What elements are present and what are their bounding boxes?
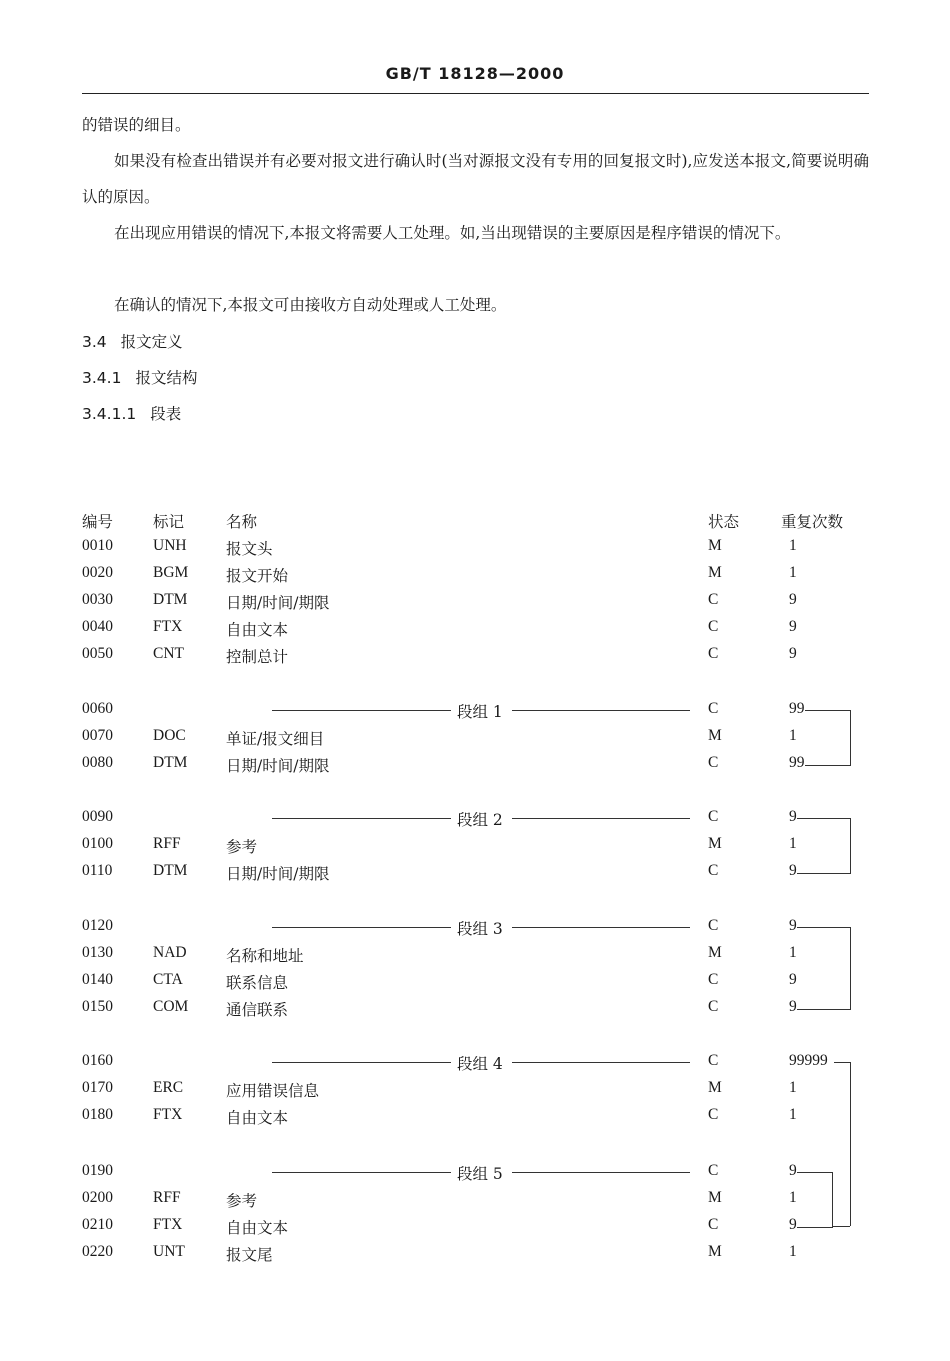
segment-name: 参考 [226,838,258,856]
repeat-count: 1 [789,1106,797,1123]
segment-name: 联系信息 [226,974,289,992]
segment-tag: ERC [153,1079,184,1096]
segment-status: M [708,944,722,961]
segment-group-label: 段组 3 [457,920,503,938]
group-rule-left [272,710,451,711]
segment-status: M [708,1189,722,1206]
segment-status: M [708,564,722,581]
row-number: 0150 [82,998,113,1015]
segment-name: 报文头 [226,540,273,558]
segment-status: M [708,537,722,554]
paragraph: 如果没有检查出错误并有必要对报文进行确认时(当对源报文没有专用的回复报文时),应发送本报文,简要说明确认的原因。 [82,152,869,206]
group-rule-right [512,818,690,819]
column-header-status: 状态 [708,513,740,531]
repeat-count: 99 [789,754,805,771]
repeat-count: 1 [789,835,797,852]
column-header-tag: 标记 [153,514,185,531]
repeat-count: 9 [789,808,797,825]
repeat-count: 9 [789,917,797,934]
segment-tag: CNT [153,645,184,662]
segment-status: C [708,1162,719,1179]
group-rule-right [512,710,690,711]
repeat-count: 9 [789,618,797,635]
segment-name: 自由文本 [226,1219,289,1237]
group-rule-left [272,1172,451,1173]
paragraph: 在出现应用错误的情况下,本报文将需要人工处理。如,当出现错误的主要原因是程序错误的情况下。 [114,224,791,242]
row-number: 0210 [82,1216,113,1233]
row-number: 0070 [82,727,113,744]
row-number: 0160 [82,1052,113,1069]
repeat-count: 1 [789,944,797,961]
repeat-count: 1 [789,1243,797,1260]
repeat-count: 1 [789,564,797,581]
segment-status: C [708,700,719,717]
segment-tag: DTM [153,591,188,608]
repeat-count: 9 [789,998,797,1015]
segment-status: C [708,618,719,635]
repeat-count: 1 [789,1079,797,1096]
segment-name: 日期/时间/期限 [226,865,330,883]
group-rule-right [512,1172,690,1173]
segment-status: M [708,1079,722,1096]
segment-status: C [708,1216,719,1233]
row-number: 0110 [82,862,113,879]
section-title: 段表 [150,405,182,423]
repeat-count: 99 [789,700,805,717]
segment-tag: DTM [153,754,188,771]
segment-name: 报文开始 [226,567,289,585]
column-header-name: 名称 [226,513,258,531]
segment-tag: UNH [153,537,187,554]
row-number: 0090 [82,808,113,825]
section-number: 3.4 [82,333,107,351]
row-number: 0200 [82,1189,113,1206]
segment-status: C [708,917,719,934]
segment-name: 报文尾 [226,1246,273,1264]
group-4-bracket-side [850,1062,851,1226]
repeat-count: 9 [789,862,797,879]
section-number: 3.4.1.1 [82,405,137,423]
segment-name: 应用错误信息 [226,1082,320,1100]
repeat-count: 9 [789,645,797,662]
segment-tag: NAD [153,944,187,961]
section-heading [82,366,197,388]
group-1-bracket [805,710,851,766]
section-title: 报文定义 [120,333,183,351]
row-number: 0020 [82,564,113,581]
group-4-bracket-top [834,1062,850,1063]
row-number: 0030 [82,591,113,608]
paragraph: 在确认的情况下,本报文可由接收方自动处理或人工处理。 [114,296,507,314]
section-number: 3.4.1 [82,369,122,387]
group-5-bracket [797,1172,833,1228]
segment-name: 单证/报文细目 [226,730,325,748]
repeat-count: 9 [789,971,797,988]
repeat-count: 99999 [789,1052,828,1069]
segment-status: C [708,808,719,825]
segment-tag: BGM [153,564,189,581]
section-title: 报文结构 [135,369,198,387]
column-header-repeat: 重复次数 [781,513,844,531]
segment-group-label: 段组 2 [457,811,503,829]
row-number: 0140 [82,971,113,988]
segment-name: 日期/时间/期限 [226,757,330,775]
document-header-title: GB/T 18128—2000 [385,64,565,83]
segment-tag: DTM [153,862,188,879]
group-rule-right [512,927,690,928]
row-number: 0100 [82,835,113,852]
repeat-count: 9 [789,1216,797,1233]
group-rule-right [512,1062,690,1063]
group-2-bracket [797,818,851,874]
segment-status: C [708,754,719,771]
segment-tag: COM [153,998,189,1015]
segment-tag: RFF [153,1189,181,1206]
segment-status: M [708,1243,722,1260]
segment-status: C [708,1106,719,1123]
segment-name: 日期/时间/期限 [226,594,330,612]
segment-tag: FTX [153,1216,183,1233]
row-number: 0220 [82,1243,113,1260]
row-number: 0170 [82,1079,113,1096]
row-number: 0120 [82,917,113,934]
segment-name: 自由文本 [226,1109,289,1127]
repeat-count: 1 [789,537,797,554]
segment-status: C [708,971,719,988]
section-heading [82,402,181,424]
repeat-count: 1 [789,727,797,744]
segment-tag: FTX [153,1106,183,1123]
group-rule-left [272,818,451,819]
group-rule-left [272,1062,451,1063]
segment-name: 通信联系 [226,1001,289,1019]
row-number: 0010 [82,537,113,554]
row-number: 0040 [82,618,113,635]
segment-status: C [708,998,719,1015]
group-3-bracket [797,927,851,1010]
segment-tag: FTX [153,618,183,635]
repeat-count: 9 [789,591,797,608]
row-number: 0130 [82,944,113,961]
row-number: 0190 [82,1162,113,1179]
segment-status: M [708,835,722,852]
repeat-count: 1 [789,1189,797,1206]
segment-status: C [708,1052,719,1069]
segment-name: 名称和地址 [226,947,304,965]
segment-group-label: 段组 4 [457,1055,503,1073]
segment-name: 参考 [226,1192,258,1210]
segment-tag: UNT [153,1243,185,1260]
group-rule-left [272,927,451,928]
row-number: 0050 [82,645,113,662]
paragraph: 的错误的细目。 [82,116,191,134]
segment-name: 自由文本 [226,621,289,639]
row-number: 0180 [82,1106,113,1123]
segment-status: M [708,727,722,744]
segment-name: 控制总计 [226,648,289,666]
segment-group-label: 段组 1 [457,703,503,721]
segment-status: C [708,862,719,879]
section-heading [82,330,183,352]
column-header-number: 编号 [82,514,114,531]
repeat-count: 9 [789,1162,797,1179]
header-rule [82,93,869,94]
group-4-bracket-bottom [832,1226,850,1227]
segment-tag: CTA [153,971,183,988]
segment-status: C [708,591,719,608]
segment-status: C [708,645,719,662]
row-number: 0080 [82,754,113,771]
segment-tag: DOC [153,727,186,744]
row-number: 0060 [82,700,113,717]
segment-tag: RFF [153,835,181,852]
segment-group-label: 段组 5 [457,1165,503,1183]
